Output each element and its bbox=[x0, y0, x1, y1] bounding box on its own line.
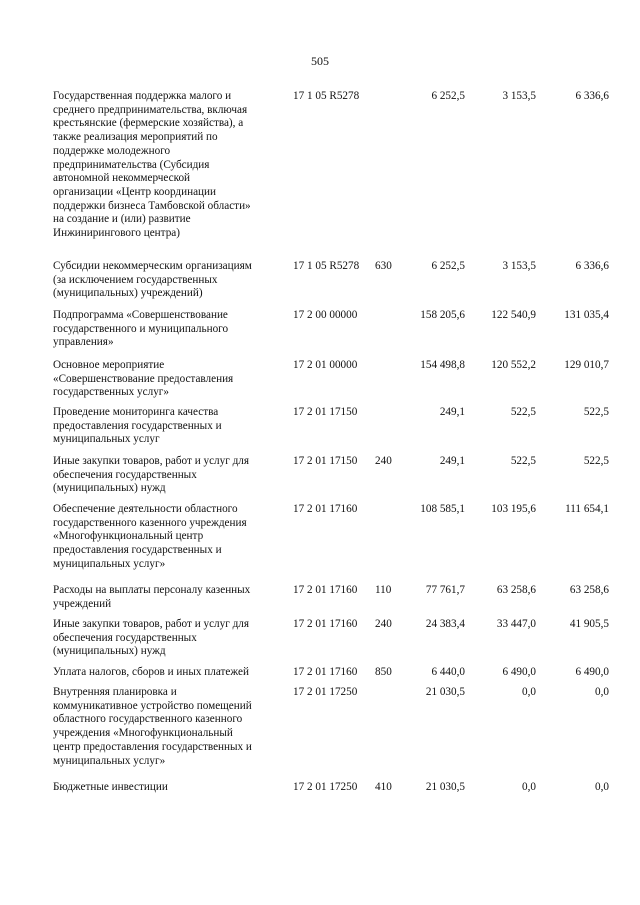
row-value-3: 41 905,5 bbox=[569, 618, 609, 630]
row-name: Подпрограмма «Совершенствование государственного и муниципального управления» bbox=[53, 309, 229, 349]
row-value-3: 6 490,0 bbox=[575, 666, 609, 678]
row-name: Расходы на выплаты персоналу казенных учреждений bbox=[53, 584, 251, 610]
row-value-1: 21 030,5 bbox=[425, 686, 465, 698]
row-name: Иные закупки товаров, работ и услуг для обеспечения государственных (муниципальных) нужд bbox=[53, 618, 250, 658]
row-name: Бюджетные инвестиции bbox=[53, 781, 168, 793]
row-name: Обеспечение деятельности областного государственного казенного учреждения «Многофункциональный центр предоставления государственных и муниципальных услуг» bbox=[53, 503, 247, 570]
row-value-3: 131 035,4 bbox=[564, 309, 609, 321]
row-expense-type: 110 bbox=[375, 584, 392, 596]
row-value-2: 522,5 bbox=[510, 455, 536, 467]
row-value-3: 0,0 bbox=[595, 781, 609, 793]
row-value-3: 129 010,7 bbox=[564, 359, 609, 371]
row-value-3: 6 336,6 bbox=[575, 90, 609, 102]
row-value-1: 6 440,0 bbox=[431, 666, 465, 678]
row-name: Субсидии некоммерческим организациям (за исключением государственных (муниципальных) учреждений) bbox=[53, 260, 252, 300]
row-value-3: 522,5 bbox=[583, 455, 609, 467]
row-value-1: 249,1 bbox=[439, 406, 465, 418]
row-code: 17 2 01 17250 bbox=[293, 686, 358, 698]
row-code: 17 2 01 17160 bbox=[293, 666, 358, 678]
row-name: Государственная поддержка малого и среднего предпринимательства, включая крестьянские (фермерские хозяйства), а также реализация мероприятий по поддержке молодежного предпринимательства (Субсидия автономной некоммерческой организации «Центр координации поддержки бизнеса Тамбовской области» на создание и (или) развитие Инжинирингового центра) bbox=[53, 90, 251, 240]
row-name: Проведение мониторинга качества предоставления государственных и муниципальных услуг bbox=[53, 406, 222, 446]
row-value-1: 77 761,7 bbox=[425, 584, 465, 596]
row-value-2: 0,0 bbox=[522, 686, 536, 698]
row-code: 17 2 01 17150 bbox=[293, 406, 358, 418]
row-code: 17 1 05 R5278 bbox=[293, 90, 360, 102]
row-code: 17 2 01 17160 bbox=[293, 618, 358, 630]
row-code: 17 2 01 17250 bbox=[293, 781, 358, 793]
row-value-1: 158 205,6 bbox=[420, 309, 465, 321]
row-expense-type: 850 bbox=[375, 666, 392, 678]
row-value-1: 108 585,1 bbox=[420, 503, 465, 515]
row-name: Иные закупки товаров, работ и услуг для обеспечения государственных (муниципальных) нужд bbox=[53, 455, 250, 495]
row-expense-type: 410 bbox=[375, 781, 392, 793]
row-value-2: 33 447,0 bbox=[496, 618, 536, 630]
row-code: 17 2 01 17160 bbox=[293, 584, 358, 596]
row-value-1: 21 030,5 bbox=[425, 781, 465, 793]
row-value-2: 120 552,2 bbox=[491, 359, 536, 371]
row-value-1: 24 383,4 bbox=[425, 618, 465, 630]
row-code: 17 2 00 00000 bbox=[293, 309, 358, 321]
row-value-2: 3 153,5 bbox=[502, 90, 536, 102]
row-value-3: 0,0 bbox=[595, 686, 609, 698]
row-code: 17 2 01 17160 bbox=[293, 503, 358, 515]
row-code: 17 2 01 17150 bbox=[293, 455, 358, 467]
row-name: Уплата налогов, сборов и иных платежей bbox=[53, 666, 249, 678]
row-value-2: 6 490,0 bbox=[502, 666, 536, 678]
row-expense-type: 240 bbox=[375, 455, 392, 467]
row-value-3: 111 654,1 bbox=[565, 503, 609, 515]
row-value-2: 0,0 bbox=[522, 781, 536, 793]
row-name: Внутренняя планировка и коммуникативное устройство помещений областного государственного казенного учреждения «Многофункциональный центр предоставления государственных и муниципальных услуг» bbox=[53, 686, 252, 767]
row-value-2: 3 153,5 bbox=[502, 260, 536, 272]
row-value-2: 63 258,6 bbox=[496, 584, 536, 596]
row-value-2: 122 540,9 bbox=[491, 309, 536, 321]
row-expense-type: 630 bbox=[375, 260, 392, 272]
row-value-1: 154 498,8 bbox=[420, 359, 465, 371]
row-value-3: 6 336,6 bbox=[575, 260, 609, 272]
row-value-1: 6 252,5 bbox=[431, 90, 465, 102]
row-value-3: 63 258,6 bbox=[569, 584, 609, 596]
row-value-2: 103 195,6 bbox=[491, 503, 536, 515]
row-value-1: 249,1 bbox=[439, 455, 465, 467]
page-number: 505 bbox=[311, 54, 329, 68]
row-code: 17 1 05 R5278 bbox=[293, 260, 360, 272]
row-name: Основное мероприятие «Совершенствование предоставления государственных услуг» bbox=[53, 359, 234, 399]
row-value-3: 522,5 bbox=[583, 406, 609, 418]
row-expense-type: 240 bbox=[375, 618, 392, 630]
row-value-1: 6 252,5 bbox=[431, 260, 465, 272]
row-value-2: 522,5 bbox=[510, 406, 536, 418]
row-code: 17 2 01 00000 bbox=[293, 359, 358, 371]
